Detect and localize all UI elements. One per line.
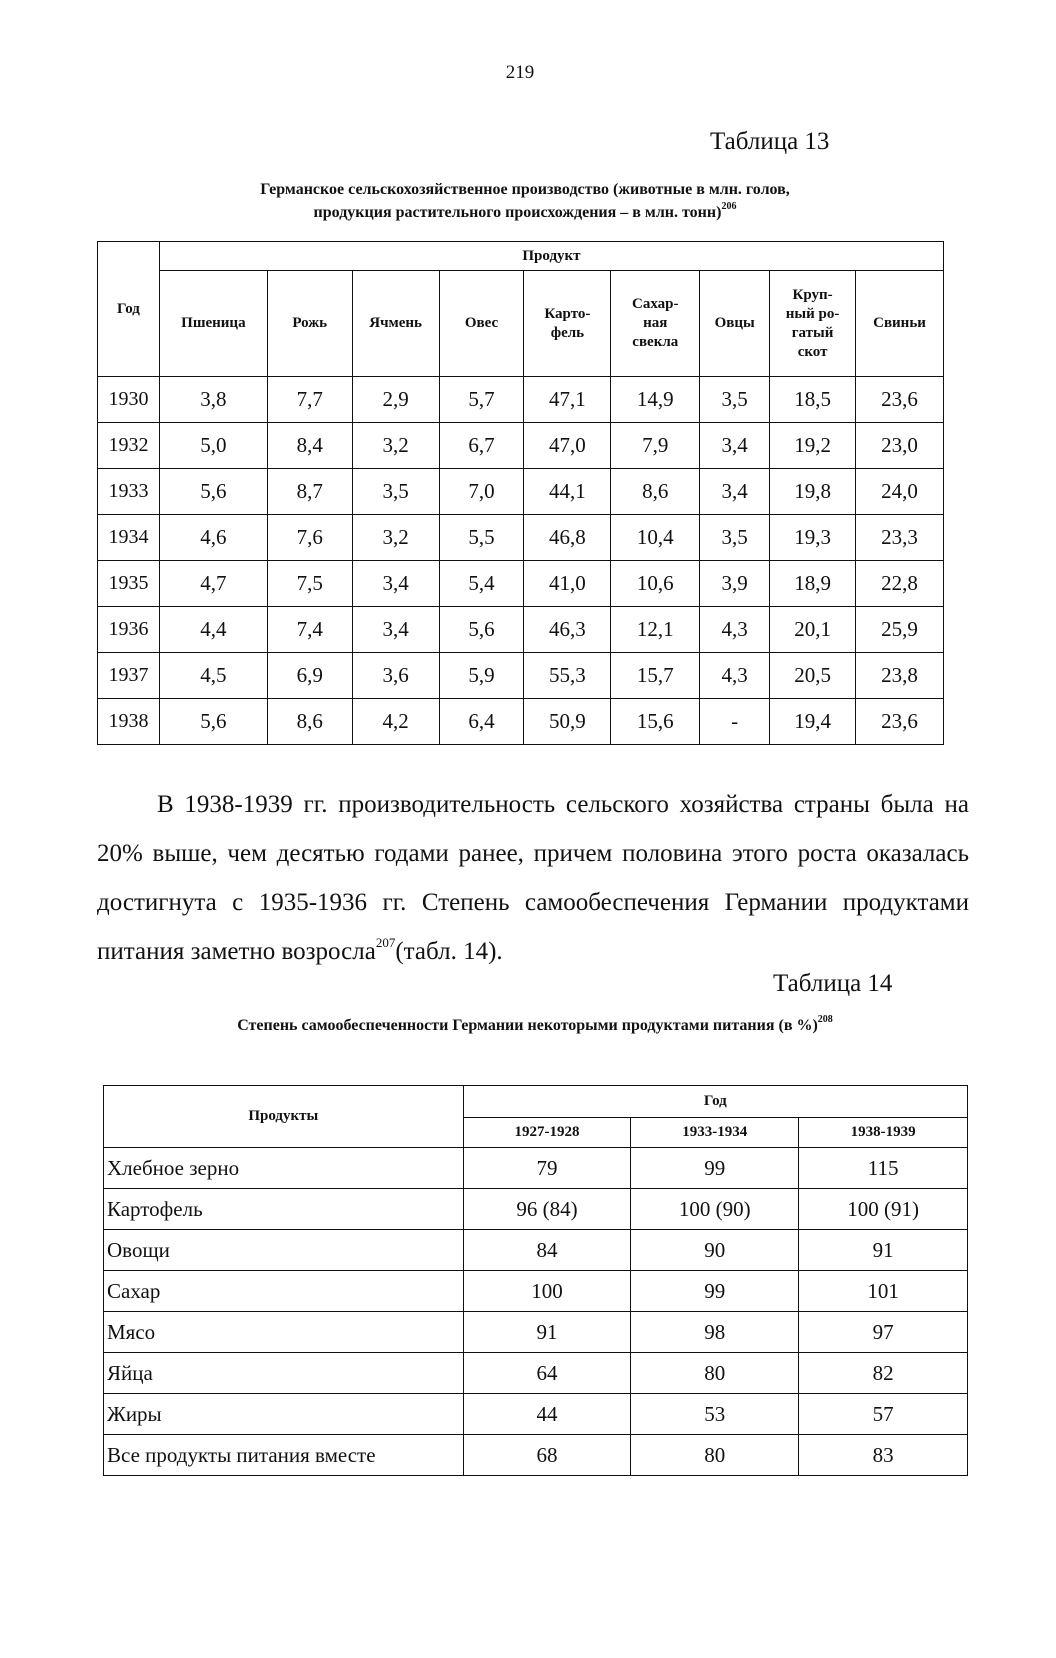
value-cell: 100 (91) <box>799 1189 968 1230</box>
value-cell: 15,6 <box>611 699 700 745</box>
year-cell: 1937 <box>98 653 160 699</box>
column-header: 1938-1939 <box>799 1118 968 1148</box>
value-cell: 47,0 <box>524 423 611 469</box>
value-cell: 3,4 <box>352 561 439 607</box>
value-cell: 79 <box>463 1148 631 1189</box>
value-cell: 91 <box>463 1312 631 1353</box>
value-cell: 7,5 <box>267 561 352 607</box>
value-cell: 18,5 <box>770 377 856 423</box>
column-header: Пшеница <box>159 271 267 377</box>
value-cell: 20,5 <box>770 653 856 699</box>
value-cell: 5,0 <box>159 423 267 469</box>
value-cell: 25,9 <box>856 607 944 653</box>
value-cell: 6,7 <box>439 423 524 469</box>
table13-label: Таблица 13 <box>710 128 830 155</box>
value-cell: 96 (84) <box>463 1189 631 1230</box>
table-row <box>98 561 944 607</box>
product-cell: Все продукты питания вместе <box>104 1435 464 1476</box>
product-cell: Сахар <box>104 1271 464 1312</box>
year-cell: 1935 <box>98 561 160 607</box>
value-cell: 46,8 <box>524 515 611 561</box>
year-cell: 1936 <box>98 607 160 653</box>
table-row <box>98 653 944 699</box>
value-cell: 5,6 <box>439 607 524 653</box>
table-row <box>104 1271 968 1312</box>
value-cell: 4,5 <box>159 653 267 699</box>
table-row <box>104 1435 968 1476</box>
year-header: Год <box>463 1086 967 1118</box>
table13-title-line2: продукция растительного происхождения – в млн. тонн)$^{206}$ <box>313 201 737 221</box>
footnote-ref: 206 <box>721 201 737 212</box>
value-cell: 7,6 <box>267 515 352 561</box>
product-cell: Яйца <box>104 1353 464 1394</box>
value-cell: 4,6 <box>159 515 267 561</box>
value-cell: 22,8 <box>856 561 944 607</box>
footnote-ref: 208 <box>817 1014 833 1025</box>
value-cell: 3,5 <box>700 377 770 423</box>
column-header: Ячмень <box>352 271 439 377</box>
value-cell: 4,4 <box>159 607 267 653</box>
value-cell: 8,6 <box>267 699 352 745</box>
value-cell: 4,3 <box>700 607 770 653</box>
value-cell: 18,9 <box>770 561 856 607</box>
value-cell: 23,6 <box>856 377 944 423</box>
value-cell: 10,6 <box>611 561 700 607</box>
value-cell: 3,2 <box>352 515 439 561</box>
table14 <box>103 1085 968 1476</box>
value-cell: 53 <box>631 1394 799 1435</box>
value-cell: 44,1 <box>524 469 611 515</box>
value-cell: 5,6 <box>159 469 267 515</box>
value-cell: 23,3 <box>856 515 944 561</box>
table-row <box>104 1189 968 1230</box>
table13 <box>97 241 944 745</box>
value-cell: 3,9 <box>700 561 770 607</box>
value-cell: 90 <box>631 1230 799 1271</box>
value-cell: 8,6 <box>611 469 700 515</box>
table14-label: Таблица 14 <box>773 970 893 997</box>
value-cell: 23,0 <box>856 423 944 469</box>
value-cell: 5,9 <box>439 653 524 699</box>
value-cell: 7,7 <box>267 377 352 423</box>
value-cell: 47,1 <box>524 377 611 423</box>
body-paragraph: В 1938-1939 гг. производительность сельского хозяйства страны была на 20% выше, чем десятью годами ранее, причем половина этого роста оказалась достигнута с 1935-1936 гг. Степень самообеспечения Германии продуктами питания заметно возросла$^{207}$(табл. 14). <box>97 791 969 965</box>
column-header: Свиньи <box>856 271 944 377</box>
value-cell: 19,2 <box>770 423 856 469</box>
value-cell: 8,7 <box>267 469 352 515</box>
value-cell: 19,4 <box>770 699 856 745</box>
table13-title <box>140 178 910 224</box>
column-header: Карто- фель <box>524 271 611 377</box>
year-cell: 1938 <box>98 699 160 745</box>
value-cell: 115 <box>799 1148 968 1189</box>
value-cell: 6,9 <box>267 653 352 699</box>
column-header: 1927-1928 <box>463 1118 631 1148</box>
year-header: Год <box>98 242 160 377</box>
value-cell: 15,7 <box>611 653 700 699</box>
value-cell: 19,3 <box>770 515 856 561</box>
table-row <box>98 699 944 745</box>
table-row <box>104 1312 968 1353</box>
value-cell: 7,0 <box>439 469 524 515</box>
year-cell: 1932 <box>98 423 160 469</box>
value-cell: 55,3 <box>524 653 611 699</box>
column-header: Рожь <box>267 271 352 377</box>
product-header: Продукт <box>159 242 943 271</box>
value-cell: 4,2 <box>352 699 439 745</box>
value-cell: 3,5 <box>352 469 439 515</box>
value-cell: 3,4 <box>700 469 770 515</box>
value-cell: - <box>700 699 770 745</box>
table-row <box>104 1230 968 1271</box>
value-cell: 99 <box>631 1148 799 1189</box>
column-header: Овес <box>439 271 524 377</box>
product-cell: Овощи <box>104 1230 464 1271</box>
value-cell: 20,1 <box>770 607 856 653</box>
value-cell: 5,5 <box>439 515 524 561</box>
column-header: Круп- ный ро- гатый скот <box>770 271 856 377</box>
table14-title: Степень самообеспеченности Германии некоторыми продуктами питания (в %)$^{208}$ <box>237 1014 833 1034</box>
value-cell: 80 <box>631 1353 799 1394</box>
product-cell: Хлебное зерно <box>104 1148 464 1189</box>
value-cell: 10,4 <box>611 515 700 561</box>
value-cell: 7,9 <box>611 423 700 469</box>
value-cell: 46,3 <box>524 607 611 653</box>
products-header: Продукты <box>104 1086 464 1148</box>
column-header: Сахар- ная свекла <box>611 271 700 377</box>
table-row <box>104 1394 968 1435</box>
value-cell: 83 <box>799 1435 968 1476</box>
value-cell: 7,4 <box>267 607 352 653</box>
value-cell: 3,2 <box>352 423 439 469</box>
footnote-ref: 207 <box>375 935 396 950</box>
value-cell: 91 <box>799 1230 968 1271</box>
product-cell: Картофель <box>104 1189 464 1230</box>
value-cell: 44 <box>463 1394 631 1435</box>
year-cell: 1934 <box>98 515 160 561</box>
value-cell: 82 <box>799 1353 968 1394</box>
value-cell: 24,0 <box>856 469 944 515</box>
value-cell: 57 <box>799 1394 968 1435</box>
value-cell: 4,3 <box>700 653 770 699</box>
value-cell: 5,6 <box>159 699 267 745</box>
table13-title-line1: Германское сельскохозяйственное производство (животные в млн. голов, <box>260 181 790 198</box>
value-cell: 50,9 <box>524 699 611 745</box>
value-cell: 97 <box>799 1312 968 1353</box>
value-cell: 6,4 <box>439 699 524 745</box>
table-row <box>98 469 944 515</box>
value-cell: 5,4 <box>439 561 524 607</box>
year-cell: 1930 <box>98 377 160 423</box>
product-cell: Жиры <box>104 1394 464 1435</box>
value-cell: 23,8 <box>856 653 944 699</box>
page-number: 219 <box>505 62 535 83</box>
value-cell: 23,6 <box>856 699 944 745</box>
value-cell: 3,4 <box>352 607 439 653</box>
value-cell: 41,0 <box>524 561 611 607</box>
value-cell: 68 <box>463 1435 631 1476</box>
product-cell: Мясо <box>104 1312 464 1353</box>
year-cell: 1933 <box>98 469 160 515</box>
value-cell: 8,4 <box>267 423 352 469</box>
value-cell: 80 <box>631 1435 799 1476</box>
value-cell: 100 (90) <box>631 1189 799 1230</box>
value-cell: 5,7 <box>439 377 524 423</box>
table-row <box>104 1148 968 1189</box>
value-cell: 98 <box>631 1312 799 1353</box>
value-cell: 64 <box>463 1353 631 1394</box>
table-row <box>104 1353 968 1394</box>
value-cell: 3,8 <box>159 377 267 423</box>
value-cell: 19,8 <box>770 469 856 515</box>
value-cell: 100 <box>463 1271 631 1312</box>
value-cell: 12,1 <box>611 607 700 653</box>
table-row <box>98 423 944 469</box>
value-cell: 99 <box>631 1271 799 1312</box>
value-cell: 14,9 <box>611 377 700 423</box>
value-cell: 4,7 <box>159 561 267 607</box>
value-cell: 101 <box>799 1271 968 1312</box>
value-cell: 3,4 <box>700 423 770 469</box>
value-cell: 3,5 <box>700 515 770 561</box>
column-header: 1933-1934 <box>631 1118 799 1148</box>
table-row <box>98 377 944 423</box>
value-cell: 2,9 <box>352 377 439 423</box>
table-row <box>98 607 944 653</box>
column-header: Овцы <box>700 271 770 377</box>
table-row <box>98 515 944 561</box>
value-cell: 3,6 <box>352 653 439 699</box>
value-cell: 84 <box>463 1230 631 1271</box>
